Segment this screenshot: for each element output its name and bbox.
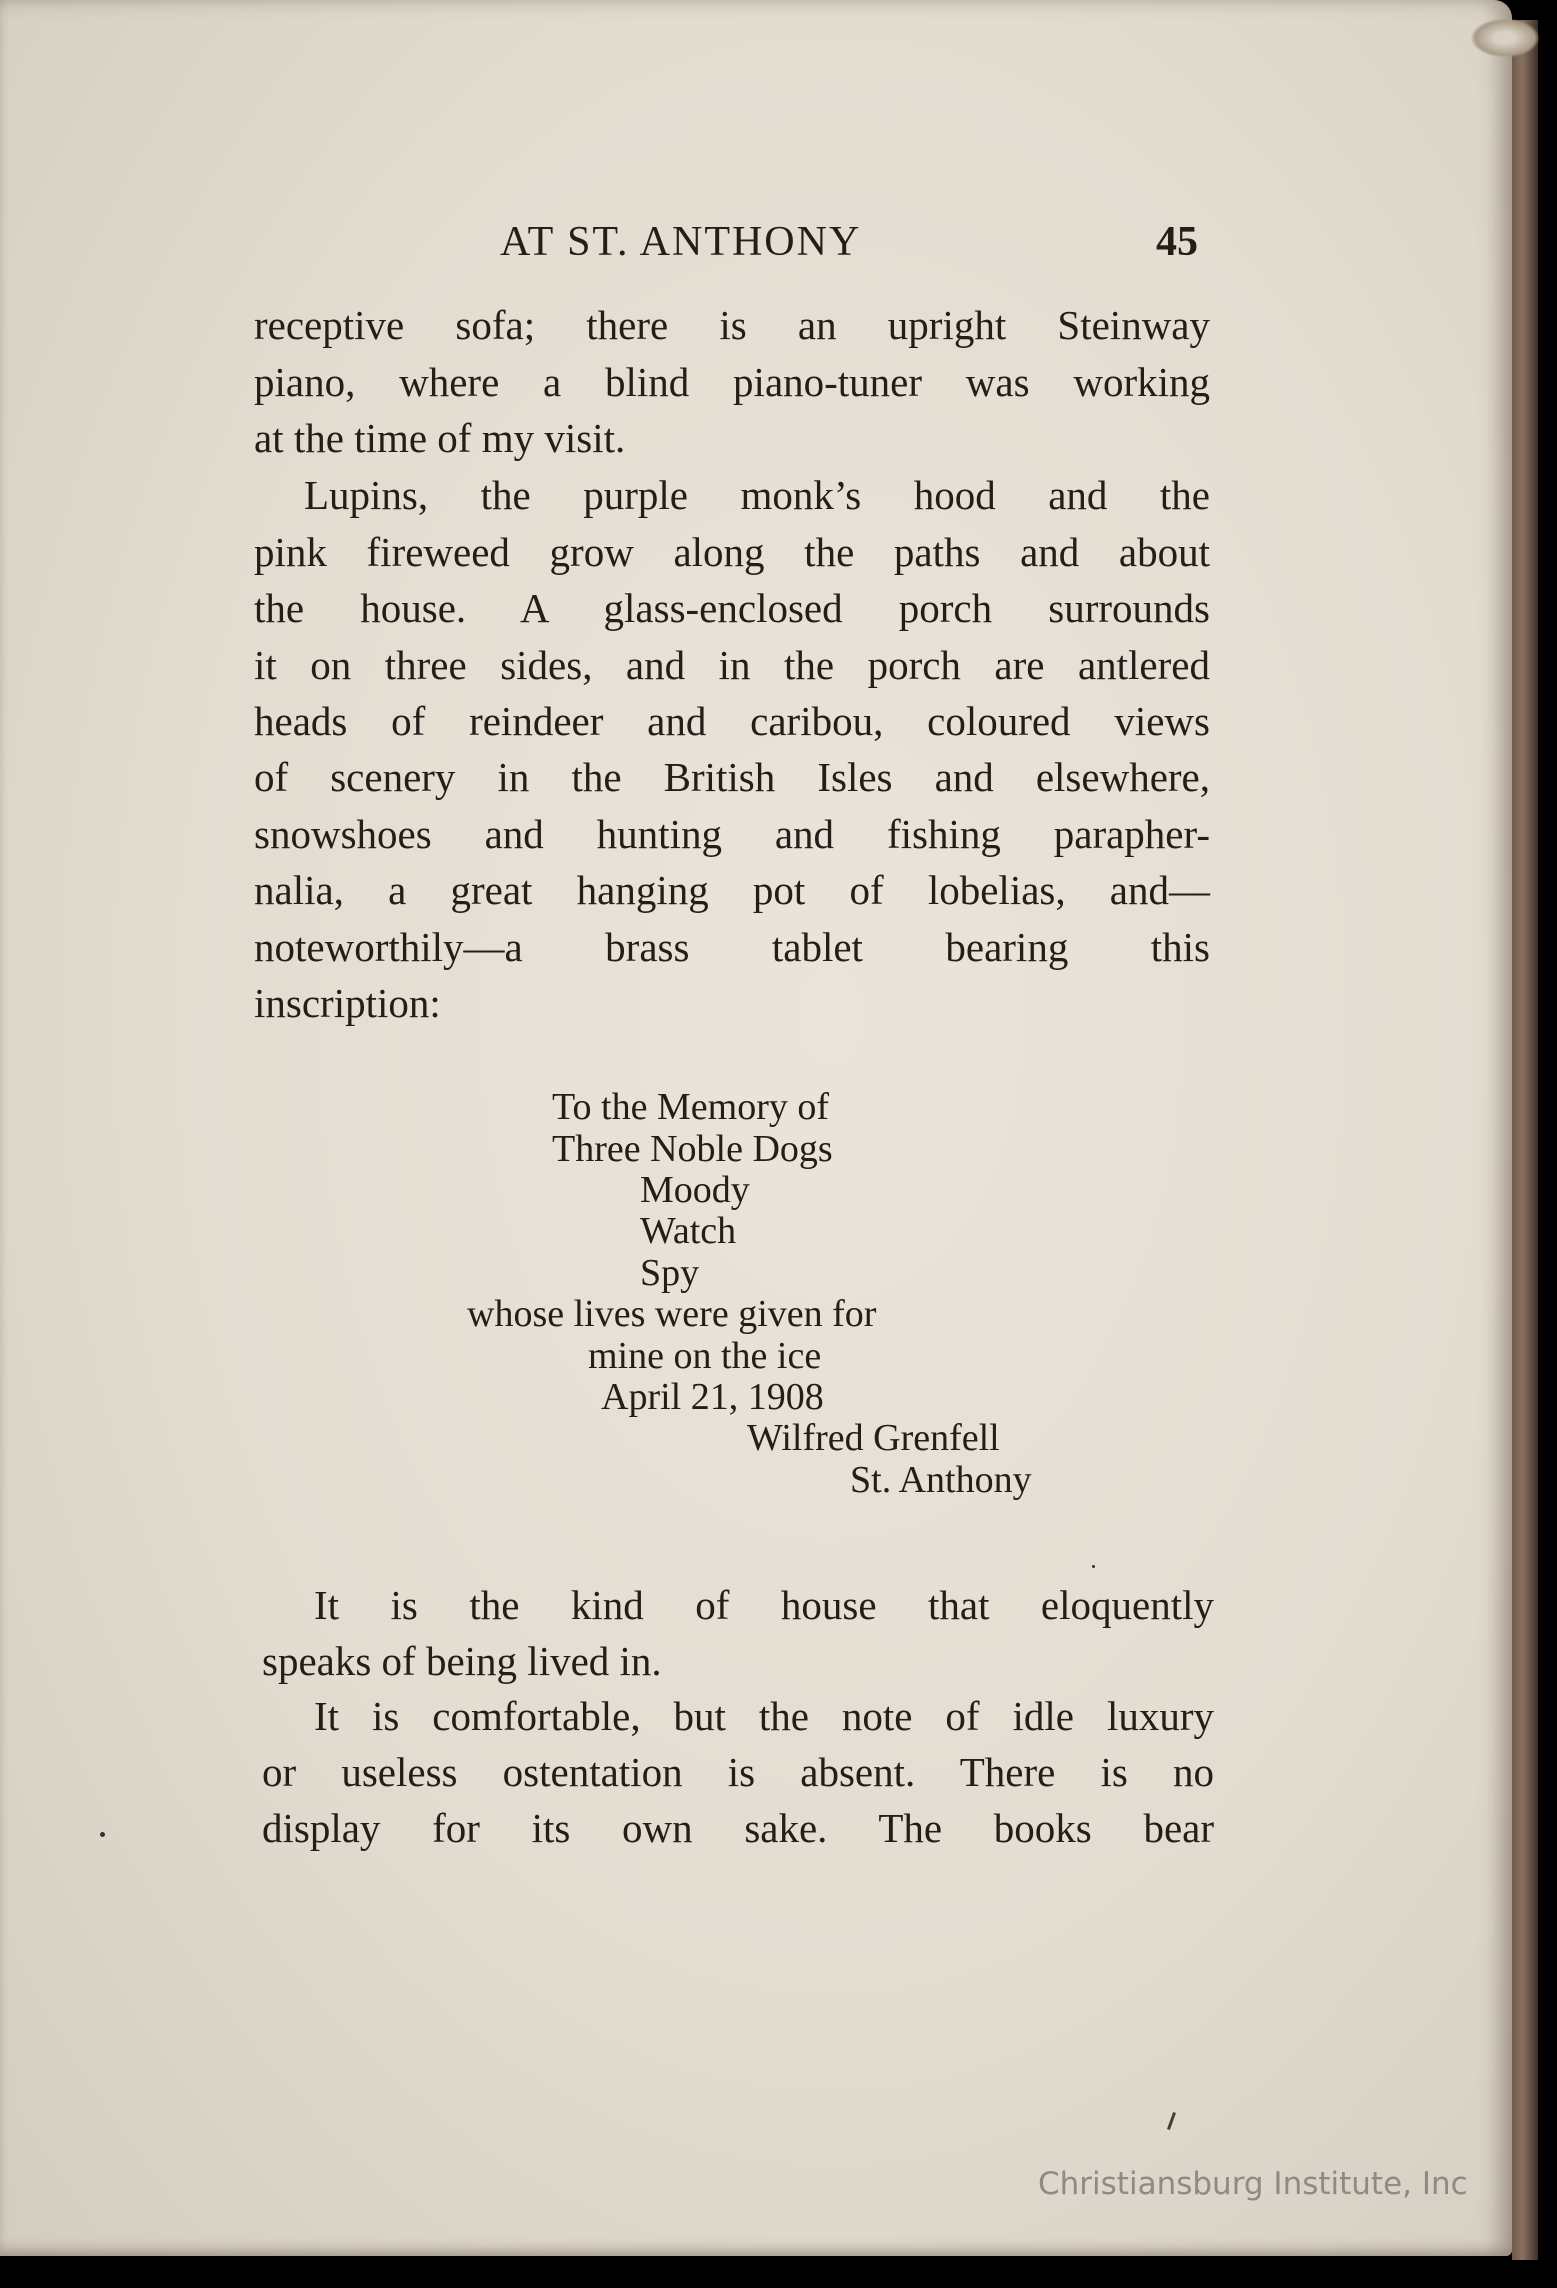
body-line: speaks of being lived in.: [262, 1638, 662, 1684]
page-number: 45: [1156, 219, 1198, 265]
body-line: display for its own sake. The books bear: [262, 1805, 1214, 1851]
inscription-line: mine on the ice: [588, 1335, 822, 1377]
inscription-line: Moody: [640, 1169, 750, 1211]
paper-speck: [1092, 1565, 1095, 1568]
inscription-line: Wilfred Grenfell: [747, 1417, 1000, 1459]
body-line: heads of reindeer and caribou, coloured views: [254, 698, 1210, 744]
inscription-line: Three Noble Dogs: [552, 1128, 833, 1170]
inscription-line: Spy: [640, 1252, 700, 1294]
inscription-line: whose lives were given for: [467, 1293, 877, 1335]
page-edge: [1512, 20, 1538, 2260]
binding-thread: [1470, 18, 1540, 58]
body-line: of scenery in the British Isles and elsewhere,: [254, 754, 1210, 800]
body-line: inscription:: [254, 980, 441, 1026]
body-line: Lupins, the purple monk’s hood and the: [304, 472, 1210, 518]
body-line: pink fireweed grow along the paths and about: [254, 529, 1210, 575]
body-line: snowshoes and hunting and fishing parapher-: [254, 811, 1210, 857]
body-line: noteworthily—a brass tablet bearing this: [254, 924, 1210, 970]
body-line: nalia, a great hanging pot of lobelias, and—: [254, 867, 1210, 913]
paper-speck: [100, 1832, 105, 1837]
body-line: or useless ostentation is absent. There is no: [262, 1749, 1214, 1795]
inscription-line: Watch: [640, 1210, 737, 1252]
body-line: receptive sofa; there is an upright Steinway: [254, 302, 1210, 348]
inscription-line: St. Anthony: [850, 1459, 1032, 1501]
body-line: It is the kind of house that eloquently: [314, 1582, 1214, 1628]
body-line: It is comfortable, but the note of idle luxury: [314, 1693, 1214, 1739]
inscription-line: April 21, 1908: [601, 1376, 824, 1418]
body-line: the house. A glass-enclosed porch surrounds: [254, 585, 1210, 631]
running-head: AT ST. ANTHONY: [500, 219, 862, 265]
watermark-text: Christiansburg Institute, Inc: [1038, 2166, 1468, 2202]
pencil-mark: [1167, 2112, 1176, 2130]
body-line: at the time of my visit.: [254, 415, 626, 461]
inscription-line: To the Memory of: [552, 1086, 830, 1128]
body-line: piano, where a blind piano-tuner was working: [254, 359, 1210, 405]
body-line: it on three sides, and in the porch are antlered: [254, 642, 1210, 688]
